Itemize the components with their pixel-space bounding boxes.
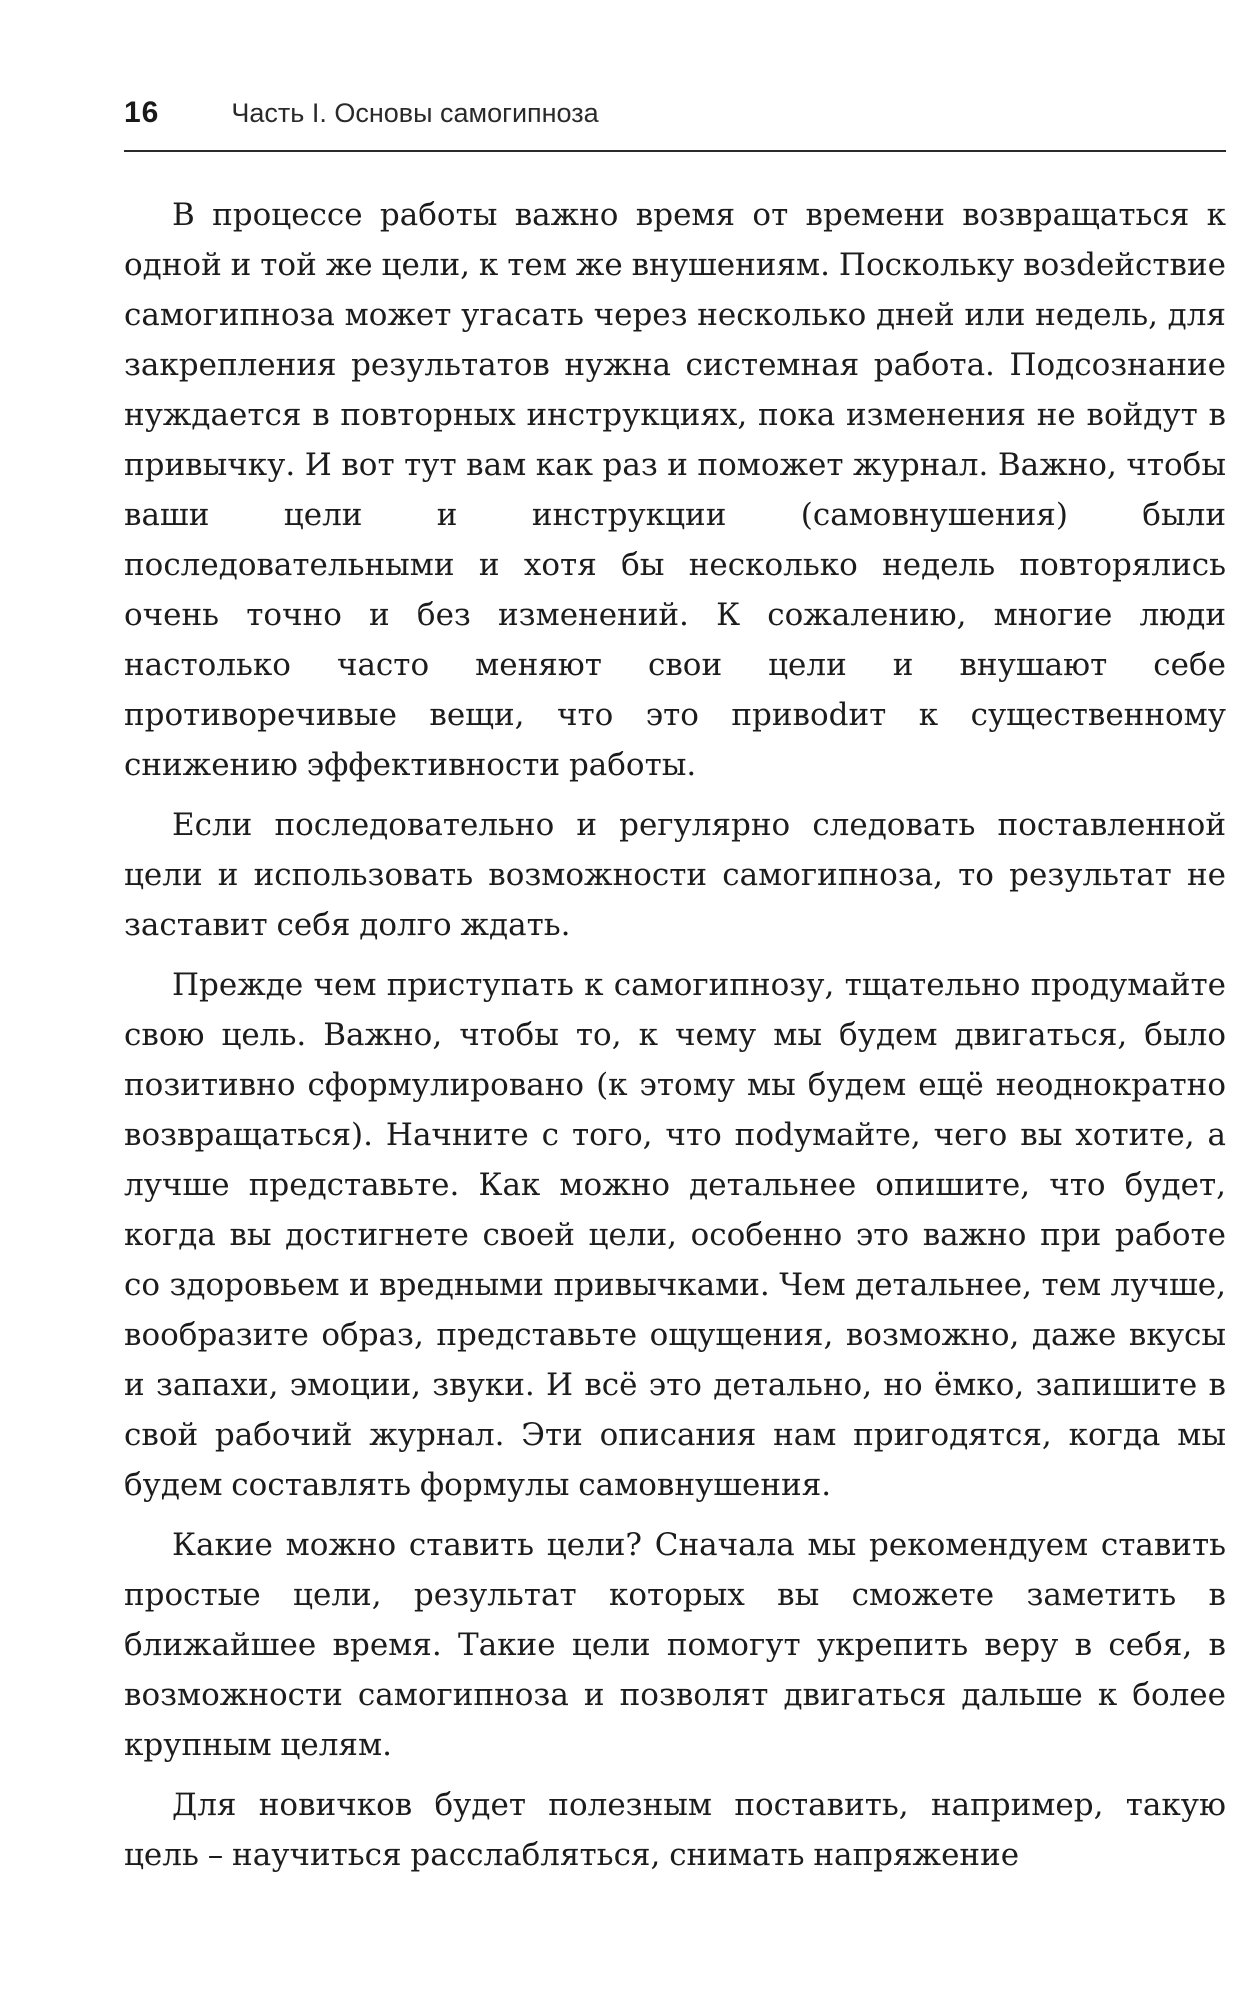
- page-number: 16: [124, 96, 160, 129]
- running-header-title: Часть I. Основы самогипноза: [231, 98, 599, 128]
- paragraph: В процессе работы важно время от времени возвращаться к одной и той же цели, к тем же внушениям. Поскольку возdействие самогипноза может угасать через несколько дней или недель, для закрепления результатов нужна системная работа. Подсознание нуждается в повторных инструкциях, пока изменения не войдут в привычку. И вот тут вам как раз и поможет журнал. Важно, чтобы ваши цели и инструкции (самовнушения) были последовательными и хотя бы несколько недель повторялись очень точно и без изменений. К сожалению, многие люди настолько часто меняют свои цели и внушают себе противоречивые вещи, что это привоdит к существенному снижению эффективности работы.: [124, 197, 1226, 783]
- header-rule: [124, 150, 1226, 152]
- paragraph: Для новичков будет полезным поставить, например, такую цель – научиться расслабляться, снимать напряжение: [124, 1787, 1226, 1873]
- running-header: [124, 96, 1226, 136]
- paragraph: Какие можно ставить цели? Сначала мы рекомендуем ставить простые цели, результат которых вы сможете заметить в ближайшее время. Такие цели помогут укрепить веру в себя, в возможности самогипноза и позволят двигаться дальше к более крупным целям.: [124, 1527, 1226, 1763]
- body-text: [124, 190, 1226, 1890]
- paragraph: Если последовательно и регулярно следовать поставленной цели и использовать возможности самогипноза, то результат не заставит себя долго ждать.: [124, 807, 1226, 943]
- paragraph: Прежде чем приступать к самогипнозу, тщательно продумайте свою цель. Важно, чтобы то, к чему мы будем двигаться, было позитивно сформулировано (к этому мы будем ещё неоднократно возвращаться). Начните с того, что поdумайте, чего вы хотите, а лучше представьте. Как можно детальнее опишите, что будет, когда вы достигнете своей цели, особенно это важно при работе со здоровьем и вредными привычками. Чем детальнее, тем лучше, вообразите образ, представьте ощущения, возможно, даже вкусы и запахи, эмоции, звуки. И всё это детально, но ёмко, запишите в свой рабочий журнал. Эти описания нам пригодятся, когда мы будем составлять формулы самовнушения.: [124, 967, 1226, 1503]
